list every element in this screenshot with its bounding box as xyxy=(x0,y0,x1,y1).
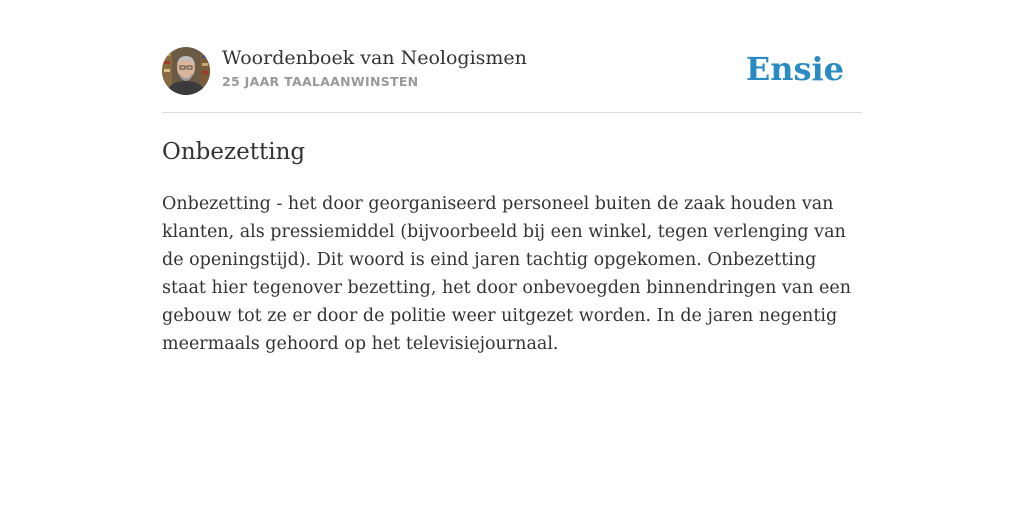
brand-logo[interactable]: Ensie xyxy=(745,50,844,88)
page-container xyxy=(162,0,862,354)
avatar[interactable] xyxy=(162,47,210,95)
site-title[interactable]: Woordenboek van Neologismen xyxy=(222,47,527,69)
author-portrait-icon xyxy=(162,47,210,95)
header xyxy=(162,0,862,113)
entry-body: Onbezetting - het door georganiseerd personeel buiten de zaak houden van klanten, als pressiemiddel (bijvoorbeeld bij een winkel, tegen verlenging van de openingstijd). Dit woord is eind jaren tachtig opgekomen. Onbezetting staat hier tegenover bezetting, het door onbevoegden binnendringen van een gebouw tot ze er door de politie weer uitgezet worden. In de jaren negentig meermaals gehoord op het televisiejournaal. xyxy=(162,194,852,354)
site-subtitle: 25 JAAR TAALAANWINSTEN xyxy=(222,74,419,89)
entry-title: Onbezetting xyxy=(162,139,306,165)
